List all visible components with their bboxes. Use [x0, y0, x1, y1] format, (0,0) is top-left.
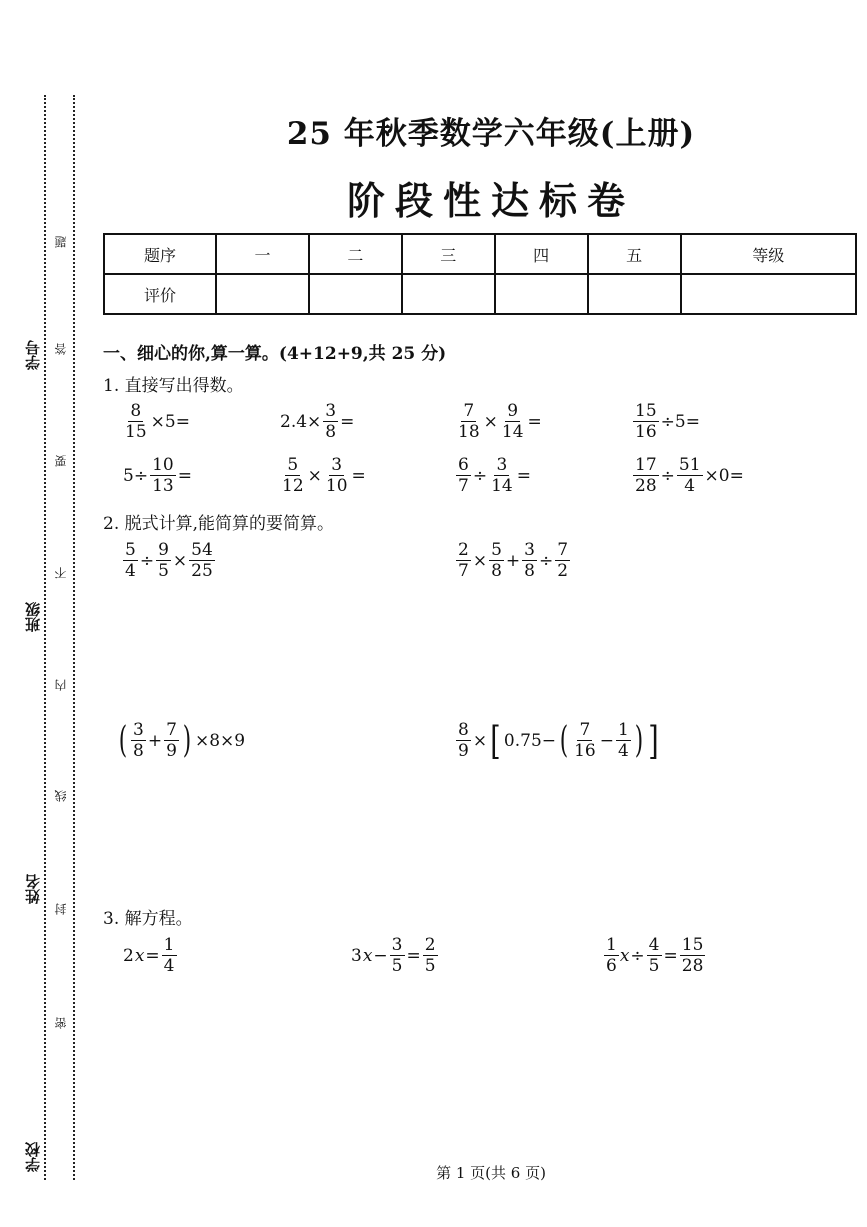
denominator: 4 — [125, 561, 136, 581]
fraction — [456, 540, 471, 581]
table-cell: 题序 — [104, 234, 216, 274]
operator: = — [340, 411, 355, 432]
table-cell — [216, 274, 309, 314]
denominator: 12 — [282, 476, 304, 496]
operator: × — [172, 550, 188, 571]
numerator: 10 — [152, 455, 174, 475]
denominator: 16 — [635, 422, 657, 442]
parenthesis: ) — [634, 719, 644, 761]
page-title: 25 年秋季数学六年级(上册) — [286, 116, 696, 152]
numerator: 17 — [635, 455, 657, 475]
operator: 2.4× — [280, 411, 322, 432]
operator: × — [472, 730, 488, 751]
denominator: 10 — [325, 476, 348, 496]
numerator: 8 — [130, 401, 142, 421]
operator: = — [516, 465, 531, 486]
numerator: 3 — [496, 455, 508, 475]
denominator: 13 — [152, 476, 174, 496]
fraction — [616, 720, 631, 761]
question-title: 1. 直接写出得数。 — [103, 376, 244, 396]
table-cell — [309, 274, 402, 314]
fraction — [680, 935, 706, 976]
numerator: 1 — [606, 935, 617, 955]
numerator: 7 — [557, 540, 569, 560]
variable: x — [619, 945, 630, 966]
operator: − — [599, 730, 614, 751]
math-expression — [122, 455, 193, 496]
operator: × — [472, 550, 488, 571]
math-expression — [279, 401, 355, 442]
denominator: 8 — [325, 422, 337, 442]
numerator: 3 — [391, 935, 403, 955]
math-expression — [455, 720, 661, 761]
math-expression — [122, 935, 178, 976]
fraction — [156, 540, 171, 581]
numerator: 6 — [458, 455, 469, 475]
seal-char: 密 — [54, 1017, 68, 1029]
fraction — [164, 720, 179, 761]
table-cell: 三 — [402, 234, 495, 274]
number-label: 学号 — [24, 340, 42, 370]
school-label: 学校 — [24, 1142, 42, 1172]
fraction — [572, 720, 598, 761]
table-cell — [495, 274, 588, 314]
math-expression — [455, 401, 543, 442]
numerator: 3 — [331, 455, 343, 475]
fraction — [555, 540, 570, 581]
math-expression — [603, 935, 706, 976]
math-expression — [455, 455, 532, 496]
page-subtitle: 阶段性达标卷 — [346, 178, 635, 223]
operator: ÷ — [538, 550, 554, 571]
numerator: 9 — [158, 540, 169, 560]
table-cell: 四 — [495, 234, 588, 274]
numerator: 1 — [163, 935, 175, 955]
operator: 5÷ — [123, 465, 149, 486]
variable: x — [362, 945, 373, 966]
operator: ÷ — [472, 465, 488, 486]
fraction — [162, 935, 177, 976]
table-cell — [402, 274, 495, 314]
operator: − — [373, 945, 388, 966]
denominator: 8 — [491, 561, 502, 581]
operator: + — [505, 550, 521, 571]
denominator: 7 — [458, 476, 469, 496]
section-heading: 一、细心的你,算一算。(4+12+9,共 25 分) — [103, 344, 447, 364]
operator: ×8×9 — [195, 730, 246, 751]
fraction — [500, 401, 526, 442]
denominator: 4 — [617, 741, 629, 761]
page-footer: 第 1 页(共 6 页) — [436, 1164, 546, 1182]
fraction — [633, 401, 659, 442]
operator: = — [406, 945, 421, 966]
numerator: 2 — [424, 935, 436, 955]
numerator: 9 — [507, 401, 519, 421]
denominator: 14 — [491, 476, 513, 496]
denominator: 5 — [424, 956, 436, 976]
fraction — [423, 935, 438, 976]
operator: = — [663, 945, 678, 966]
operator: ÷ — [660, 465, 675, 486]
fraction — [456, 455, 471, 496]
operator: = — [527, 411, 542, 432]
fraction — [324, 455, 350, 496]
table-cell: 等级 — [681, 234, 856, 274]
class-label: 班级 — [24, 602, 42, 632]
operator: ÷5= — [660, 411, 700, 432]
numerator: 15 — [635, 401, 657, 421]
denominator: 15 — [125, 422, 147, 442]
table-cell: 一 — [216, 234, 309, 274]
seal-char: 答 — [54, 343, 68, 355]
numerator: 15 — [681, 935, 704, 955]
math-expression — [455, 540, 571, 581]
denominator: 14 — [501, 422, 524, 442]
math-expression — [350, 935, 439, 976]
math-expression — [279, 455, 367, 496]
fraction — [604, 935, 619, 976]
math-expression — [122, 401, 191, 442]
seal-char: 线 — [54, 790, 68, 802]
numerator: 3 — [133, 720, 144, 740]
numerator: 7 — [463, 401, 475, 421]
seal-char: 不 — [54, 567, 68, 579]
denominator: 28 — [635, 476, 657, 496]
denominator: 28 — [681, 956, 704, 976]
math-expression — [632, 455, 745, 496]
denominator: 18 — [458, 422, 480, 442]
parenthesis: ) — [182, 719, 192, 761]
numerator: 5 — [287, 455, 299, 475]
denominator: 8 — [524, 561, 535, 581]
fraction — [280, 455, 306, 496]
operator: ÷ — [139, 550, 155, 571]
denominator: 16 — [574, 741, 596, 761]
operator: × — [483, 411, 498, 432]
fraction — [489, 455, 515, 496]
table-cell — [588, 274, 681, 314]
name-label: 姓名 — [24, 874, 42, 904]
numerator: 8 — [458, 720, 469, 740]
fraction — [456, 720, 471, 761]
seal-char: 内 — [54, 679, 68, 691]
table-cell — [681, 274, 856, 314]
fraction — [189, 540, 215, 581]
fraction — [647, 935, 662, 976]
bracket: [ — [490, 718, 501, 763]
variable: x — [134, 945, 145, 966]
denominator: 7 — [458, 561, 469, 581]
numerator: 2 — [458, 540, 469, 560]
operator: ×5= — [150, 411, 190, 432]
denominator: 2 — [557, 561, 569, 581]
score-table-eval-row — [104, 274, 856, 314]
fraction — [131, 720, 146, 761]
score-table — [103, 233, 857, 315]
operator: 0.75− — [503, 730, 557, 751]
denominator: 9 — [166, 741, 177, 761]
fraction — [522, 540, 537, 581]
seal-char: 封 — [54, 903, 68, 915]
seal-char: 题 — [54, 236, 68, 248]
binding-dotted-line-inner — [73, 95, 75, 1180]
fraction — [123, 401, 149, 442]
numerator: 7 — [166, 720, 177, 740]
table-cell: 五 — [588, 234, 681, 274]
math-expression — [116, 720, 246, 761]
operator: = — [145, 945, 160, 966]
numerator: 1 — [617, 720, 629, 740]
numerator: 51 — [678, 455, 701, 475]
numerator: 3 — [325, 401, 337, 421]
fraction — [456, 401, 482, 442]
math-expression — [122, 540, 216, 581]
denominator: 9 — [458, 741, 469, 761]
binding-dotted-line-outer — [44, 95, 46, 1180]
fraction — [489, 540, 504, 581]
seal-char: 要 — [54, 455, 68, 467]
numerator: 3 — [524, 540, 535, 560]
fraction — [633, 455, 659, 496]
numerator: 54 — [191, 540, 213, 560]
numerator: 7 — [579, 720, 591, 740]
score-table-header-row — [104, 234, 856, 274]
math-expression — [632, 401, 701, 442]
operator: + — [147, 730, 163, 751]
operator: 2 — [123, 945, 134, 966]
parenthesis: ( — [559, 719, 569, 761]
operator: = — [177, 465, 192, 486]
denominator: 4 — [684, 476, 696, 496]
denominator: 4 — [163, 956, 175, 976]
fraction — [677, 455, 703, 496]
numerator: 5 — [491, 540, 502, 560]
bracket: ] — [648, 718, 659, 763]
denominator: 6 — [606, 956, 617, 976]
denominator: 5 — [391, 956, 403, 976]
operator: ×0= — [704, 465, 744, 486]
table-cell: 二 — [309, 234, 402, 274]
table-cell: 评价 — [104, 274, 216, 314]
fraction — [323, 401, 338, 442]
operator: = — [351, 465, 366, 486]
operator: ÷ — [630, 945, 645, 966]
operator: 3 — [351, 945, 362, 966]
operator: × — [307, 465, 322, 486]
parenthesis: ( — [118, 719, 128, 761]
fraction — [390, 935, 405, 976]
question-title: 2. 脱式计算,能简算的要简算。 — [103, 514, 335, 534]
denominator: 5 — [158, 561, 169, 581]
fraction — [123, 540, 138, 581]
denominator: 5 — [648, 956, 660, 976]
numerator: 5 — [125, 540, 136, 560]
fraction — [150, 455, 176, 496]
denominator: 25 — [191, 561, 213, 581]
numerator: 4 — [648, 935, 660, 955]
denominator: 8 — [133, 741, 144, 761]
question-title: 3. 解方程。 — [103, 909, 193, 929]
